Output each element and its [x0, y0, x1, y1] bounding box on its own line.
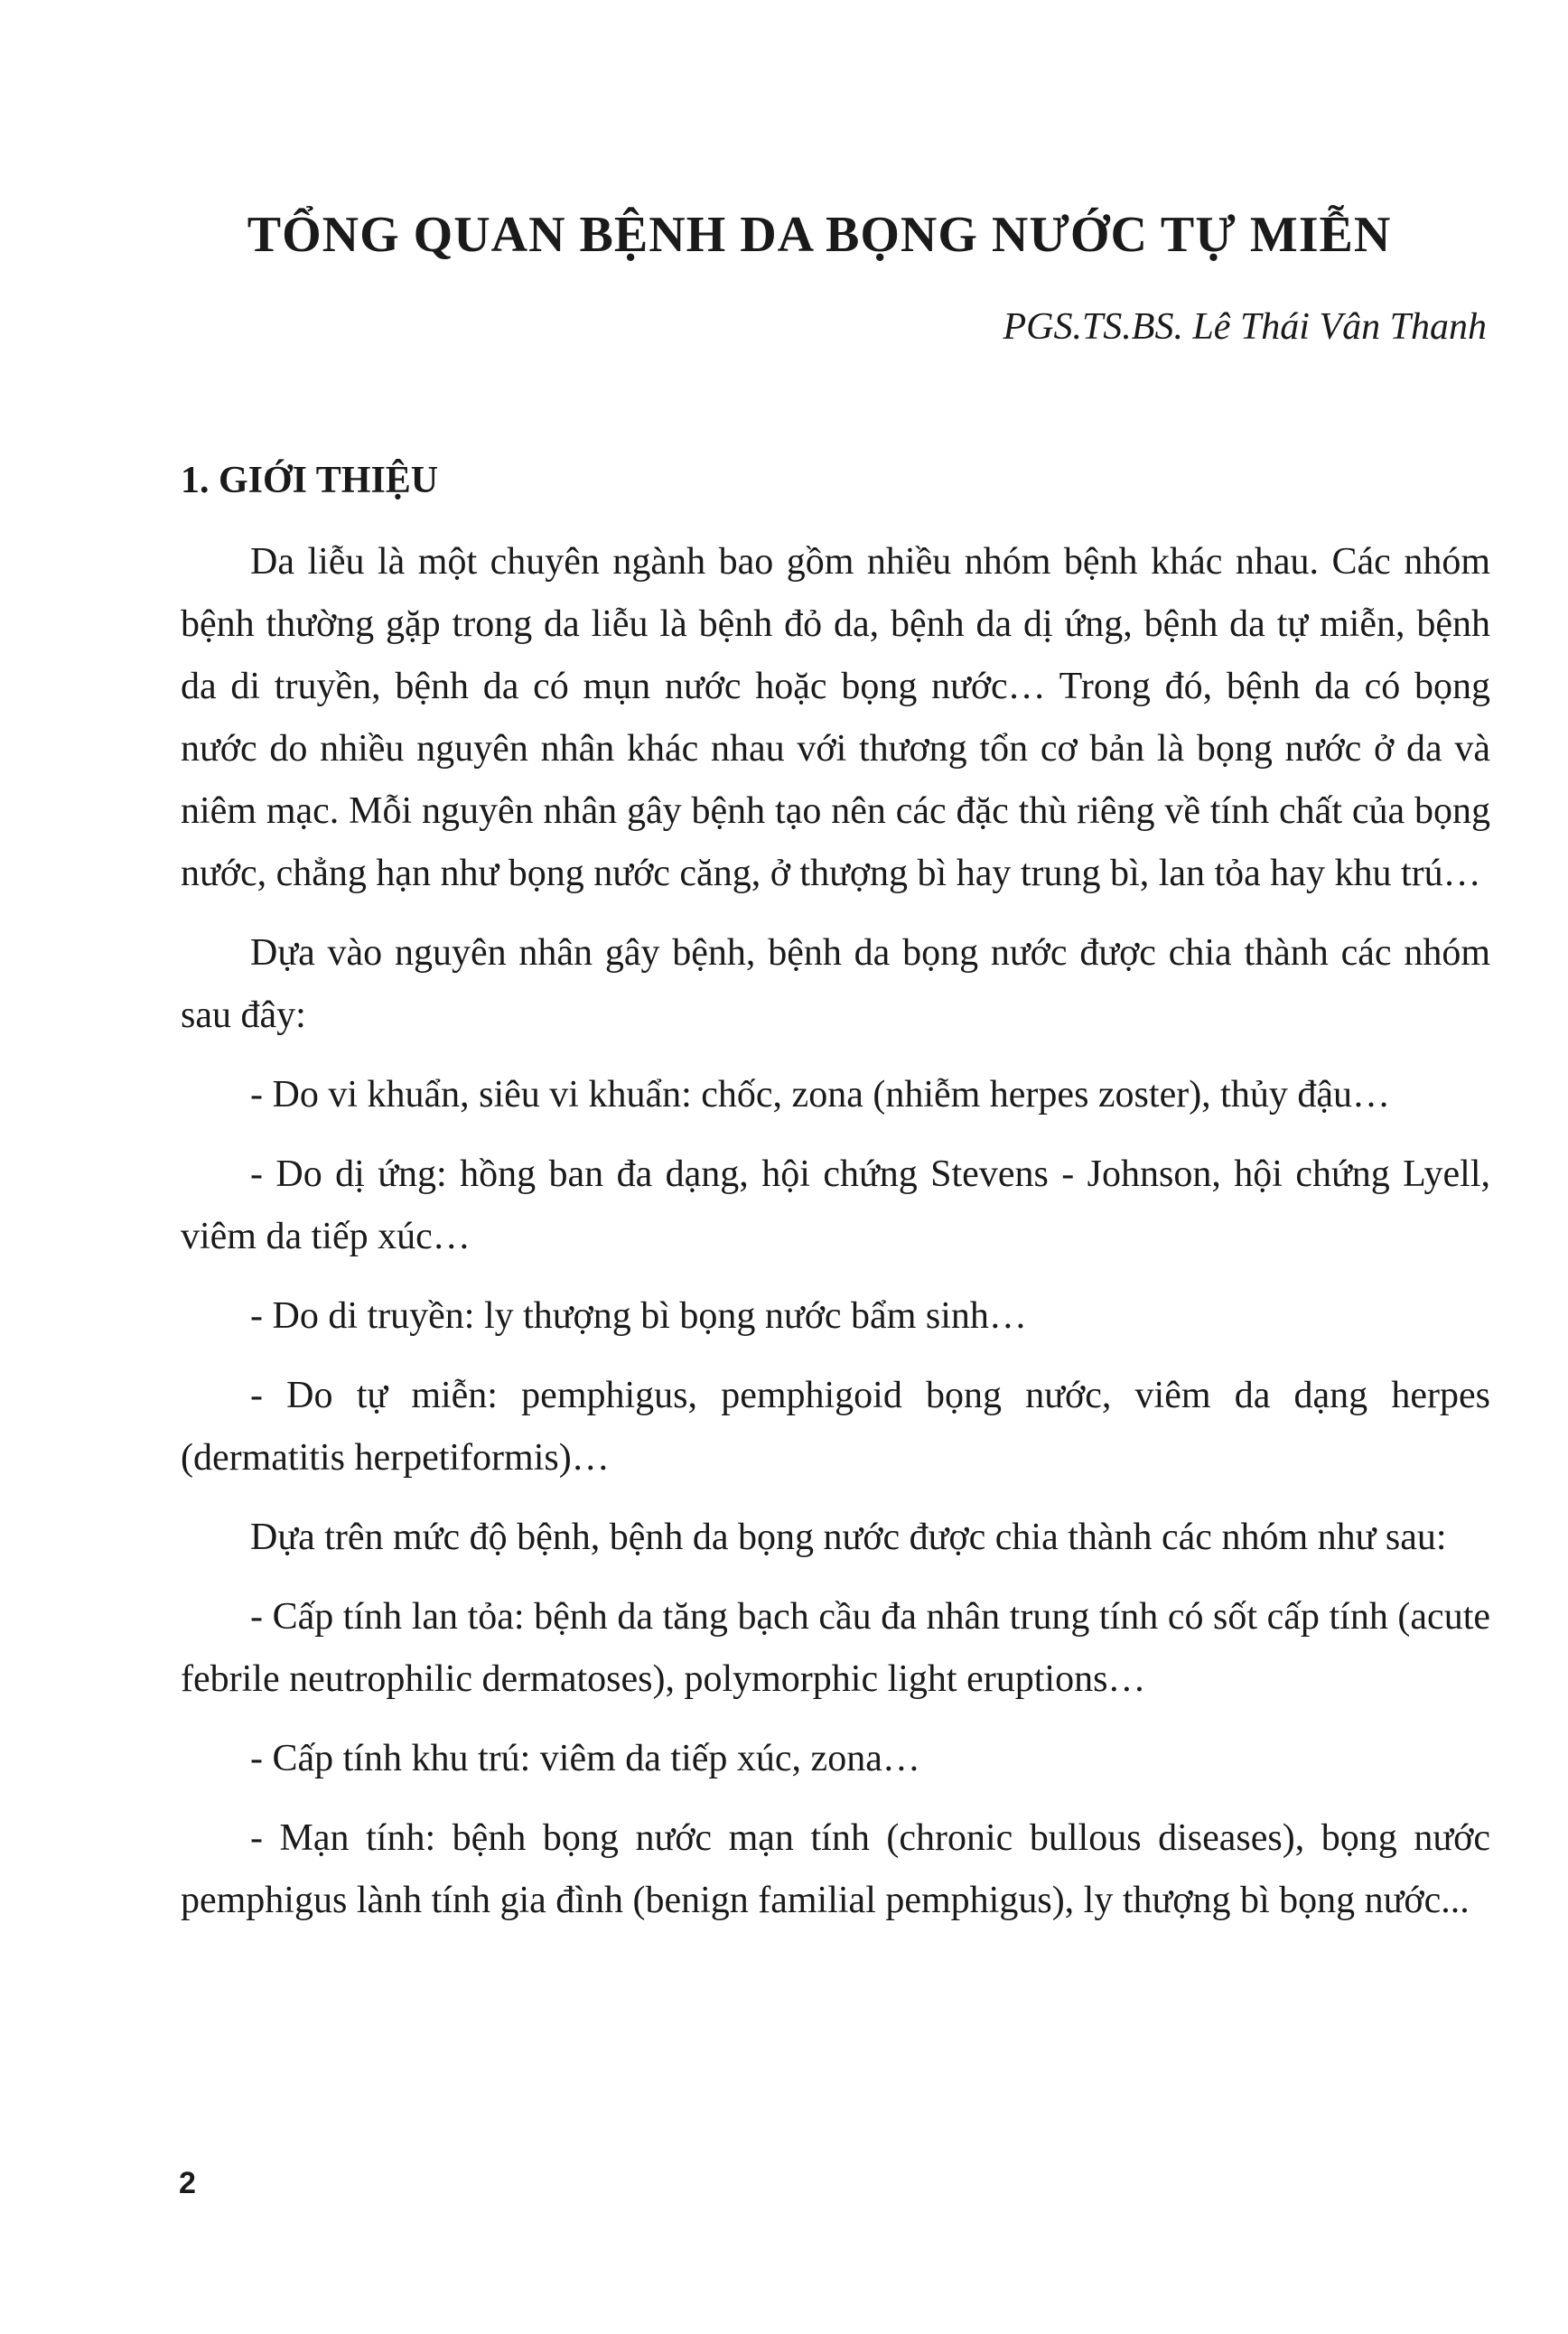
list-item: - Cấp tính lan tỏa: bệnh da tăng bạch cầu đa nhân trung tính có sốt cấp tính (acute febrile neutrophilic dermatoses), polymorphic light eruptions…: [181, 1596, 1490, 1700]
section-heading: 1. GIỚI THIỆU: [181, 460, 439, 501]
body-text: [181, 531, 1490, 1949]
list-item: - Do di truyền: ly thượng bì bọng nước bẩm sinh…: [250, 1295, 1027, 1337]
paragraph: Dựa trên mức độ bệnh, bệnh da bọng nước được chia thành các nhóm như sau:: [250, 1517, 1447, 1558]
list-item: - Do tự miễn: pemphigus, pemphigoid bọng nước, viêm da dạng herpes (dermatitis herpetiformis)…: [181, 1375, 1490, 1479]
author-name: PGS.TS.BS. Lê Thái Vân Thanh: [1003, 306, 1487, 348]
list-item: - Do vi khuẩn, siêu vi khuẩn: chốc, zona (nhiễm herpes zoster), thủy đậu…: [250, 1074, 1390, 1116]
paragraph: Dựa vào nguyên nhân gây bệnh, bệnh da bọng nước được chia thành các nhóm sau đây:: [181, 932, 1490, 1036]
list-item: - Cấp tính khu trú: viêm da tiếp xúc, zona…: [250, 1738, 920, 1779]
paragraph: Da liễu là một chuyên ngành bao gồm nhiều nhóm bệnh khác nhau. Các nhóm bệnh thường gặp trong da liễu là bệnh đỏ da, bệnh da dị ứng, bệnh da tự miễn, bệnh da di truyền, bệnh da có mụn nước hoặc bọng nước… Trong đó, bệnh da có bọng nước do nhiều nguyên nhân khác nhau với thương tổn cơ bản là bọng nước ở da và niêm mạc. Mỗi nguyên nhân gây bệnh tạo nên các đặc thù riêng về tính chất của bọng nước, chẳng hạn như bọng nước căng, ở thượng bì hay trung bì, lan tỏa hay khu trú…: [181, 541, 1490, 894]
page-number: 2: [179, 2166, 196, 2200]
page-title: TỔNG QUAN BỆNH DA BỌNG NƯỚC TỰ MIỄN: [247, 207, 1392, 263]
list-item: - Do dị ứng: hồng ban đa dạng, hội chứng Stevens - Johnson, hội chứng Lyell, viêm da tiếp xúc…: [181, 1153, 1490, 1257]
list-item: - Mạn tính: bệnh bọng nước mạn tính (chronic bullous diseases), bọng nước pemphigus lành tính gia đình (benign familial pemphigus), ly thượng bì bọng nước...: [181, 1817, 1490, 1921]
